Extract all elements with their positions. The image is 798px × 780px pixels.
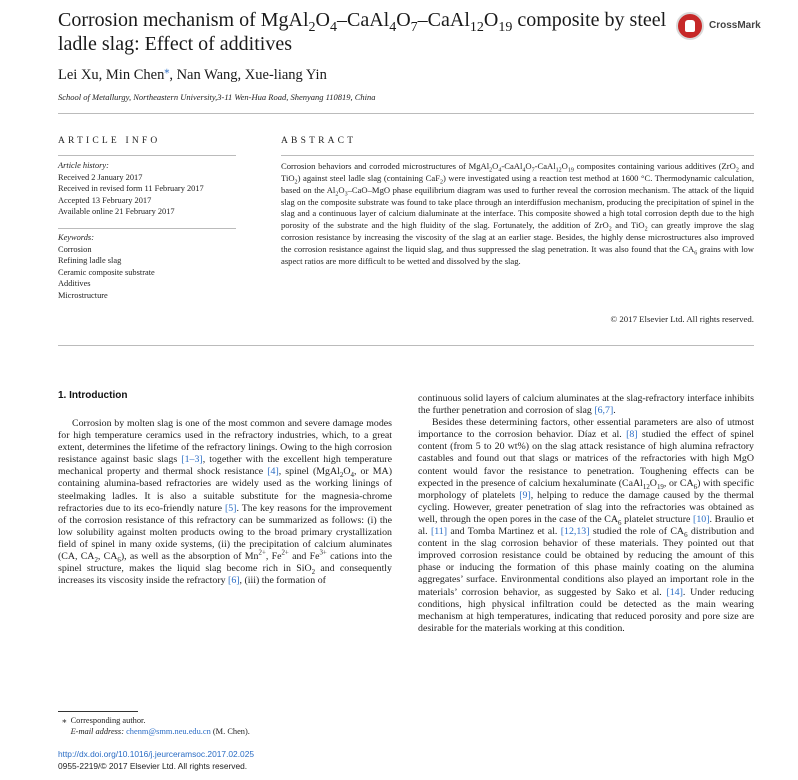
issn-line: 0955-2219/© 2017 Elsevier Ltd. All rights reserved.	[58, 761, 248, 771]
body-column-left: Corrosion by molten slag is one of the most common and severe damage modes for high temperature ceramics used in the refractory industries, which, to a great extent, determines the lifetime of the refractory linings. Owing to the high corrosion resistance against basic slags [1–3], together with the excellent high temperature mechanical property and thermal shock resistance [4], spinel ($MgAl_2O_4$, or MA) containing alumina-based refractories are widely used as the working linings of steelmaking ladles. It is also a suitable substitute for the magnesia-chrome refractories due to its eco-friendly nature [5]. The key reasons for the improvement of the corrosion resistance of this refractory can be summarized as follows: (i) the low solubility against molten products owing to the broad primary crystallization field of spinel in many oxide systems, (ii) the precipitation of calcium aluminates (CA, $CA_2$, $CA_6$), as well as the absorption of $Mn^{2+}$, $Fe^{2+}$ and $Fe^{3+}$ cations into the spinel structure, makes the liquid slag become rich in SiO$_2$ and consequently increases its viscosity inside the refractory [6], (iii) the formation of	[58, 418, 392, 587]
section-heading: 1. Introduction	[58, 390, 128, 401]
article-history	[58, 160, 236, 218]
history-item: Received in revised form 11 February 2017	[58, 184, 204, 193]
keywords	[58, 232, 236, 301]
keyword: Ceramic composite substrate	[58, 267, 155, 277]
history-label: Article history:	[58, 161, 109, 170]
crossmark-icon	[676, 12, 704, 40]
divider	[58, 345, 754, 346]
divider	[58, 228, 236, 229]
keyword: Microstructure	[58, 290, 108, 300]
divider	[58, 113, 754, 114]
history-item: Received 2 January 2017	[58, 172, 143, 182]
doi-link[interactable]: http://dx.doi.org/10.1016/j.jeurceramsoc.2017.02.025	[58, 749, 255, 759]
keyword: Additives	[58, 279, 91, 288]
paragraph: continuous solid layers of calcium aluminates at the slag-refractory interface inhibits the further penetration and corrosion of slag [6,7].	[418, 393, 754, 417]
divider	[281, 155, 754, 156]
keyword: Refining ladle slag	[58, 256, 122, 265]
author-list: Lei Xu, Min Chen⁎, Nan Wang, Xue-liang Yin	[58, 65, 327, 83]
abstract-text: Corrosion behaviors and corroded microstructures of $MgAl_2O_4-CaAl_4O_7-CaAl_{12}O_{19}$ composites containing various additives (ZrO$_2$ and TiO$_2$) against steel ladle slag (containing CaF$_2$) were investigated using a reaction test method at 1600 °C. Thermodynamic calculation, based on the $Al_2O_3-CaO$–MgO phase equilibrium diagram was used to further reveal the corrosion mechanism. The attack of the liquid slag on the composite substrate was found to take place through an interdiffusion mechanism, producing the precipitation of spinel in the slag and a continuous layer of calcium dialuminate at the interface. This composite showed a high total corrosion depth due to the high porosity of the substrate and the high fluidity of the slag. Fortunately, the addition of ZrO$_2$ and TiO$_2$ can greatly improve the slag corrosion resistance by increasing the viscosity of the slag at an earlier stage. Besides, the highly dense microstructures also improved the corrosion resistance against the liquid slag, and thus suppressed the slag penetration. It was also found that the $CA_6$ grains with low aspect ratios are more difficult to be wetted and dissolved by the slag.	[281, 161, 754, 266]
history-item: Available online 21 February 2017	[58, 207, 175, 216]
crossmark-badge[interactable]	[676, 10, 786, 44]
abstract-heading: ABSTRACT	[281, 136, 357, 146]
divider	[58, 155, 236, 156]
footnote-rule	[58, 711, 138, 712]
crossmark-label: CrossMark	[709, 20, 761, 31]
paragraph: Besides these determining factors, other essential parameters are also of utmost importance to the corrosion behavior. Díaz et al. [8] studied the effect of spinel content (from 5 to 20 wt%) on the slag attack resistance of high alumina refractory castables and found out that slags or matrices of the refractories with high MgO content would favor the resistance to penetration. Toughening effects can be expected in the presence of calcium hexaluminate ($CaAl_{12}O_{19}$, or $CA_6$) with specific morphology of platelets [9], helping to reduce the damage caused by the thermal cycling. However, greater penetration of slag into the refractories was obtained as well, through the open pores in the case of the $CA_6$ platelet structure [10]. Braulio et al. [11] and Tomba Martinez et al. [12,13] studied the role of $CA_6$ distribution and content in the slag corrosion behavior of these materials. They pointed out that improved corrosion resistance could be obtained by reducing the amount of this phase or inducing the formation of this phase mainly coating on the alumina aggregates’ surface. Environmental conditions also played an important role in the materials’ corrosion behavior, as suggested by Sako et al. [14]. Under reducing conditions, high physical infiltration could be detected as the main wearing mechanism at high temperatures, indicating that reduced porosity and pore size are desirable for the materials working at this condition.	[418, 417, 755, 634]
keyword: Corrosion	[58, 244, 92, 254]
paper-title: Corrosion mechanism of $MgAl_2O_4-CaAl_4O_7-CaAl_{12}O_{19}$ composite by steel ladle slag: Effect of additives	[58, 9, 667, 55]
abstract-copyright: © 2017 Elsevier Ltd. All rights reserved.	[610, 314, 754, 324]
article-info-heading: ARTICLE INFO	[58, 136, 161, 146]
keywords-label: Keywords:	[58, 233, 94, 242]
body-column-right	[418, 393, 754, 635]
footnote: ⁎ Corresponding author. E-mail address: chenm@smm.neu.edu.cn (M. Chen).	[58, 716, 250, 736]
history-item: Accepted 13 February 2017	[58, 195, 152, 205]
affiliation: School of Metallurgy, Northeastern University,3-11 Wen-Hua Road, Shenyang 110819, China	[58, 92, 376, 102]
